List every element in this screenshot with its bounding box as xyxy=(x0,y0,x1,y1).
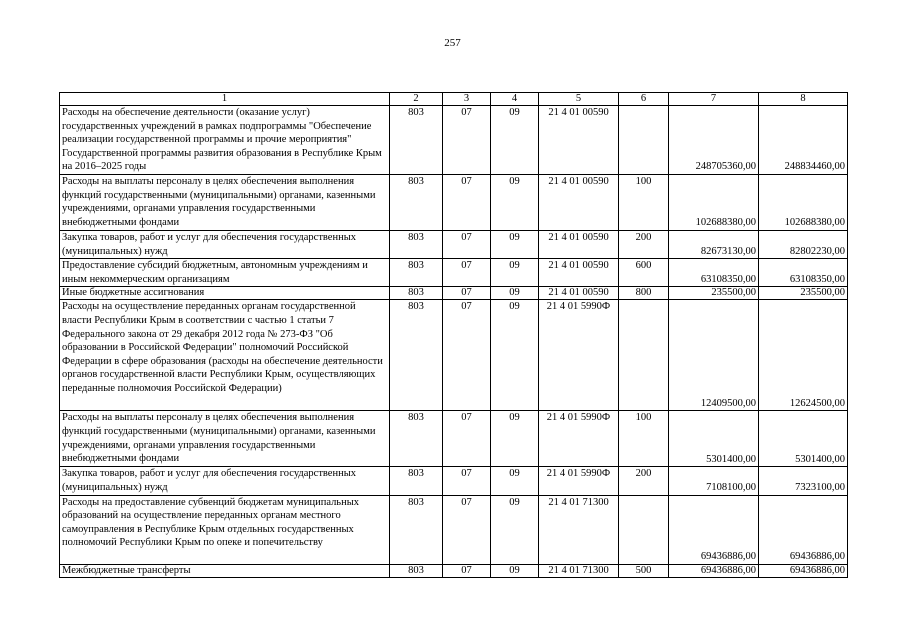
row-description: Закупка товаров, работ и услуг для обеспечения государственных (муниципальных) нужд xyxy=(60,231,390,259)
cell-col-2: 803 xyxy=(390,467,443,495)
column-header: 4 xyxy=(491,93,539,106)
cell-col-6 xyxy=(619,495,669,564)
cell-col-8: 69436886,00 xyxy=(759,564,848,577)
cell-col-5: 21 4 01 00590 xyxy=(539,259,619,287)
row-description: Расходы на выплаты персоналу в целях обеспечения выполнения функций государственными (муниципальными) органами, казенными учреждениями, органами управления государственными внебюджетными фондами xyxy=(60,175,390,231)
row-description: Межбюджетные трансферты xyxy=(60,564,390,577)
cell-col-4: 09 xyxy=(491,495,539,564)
row-description: Расходы на предоставление субвенций бюджетам муниципальных образований на осуществление переданных органам местного самоуправления в Республике Крым отдельных государственных полномочий Республики Крым по опеке и попечительству xyxy=(60,495,390,564)
cell-col-3: 07 xyxy=(443,106,491,175)
row-description: Иные бюджетные ассигнования xyxy=(60,287,390,300)
column-header: 6 xyxy=(619,93,669,106)
cell-col-8: 248834460,00 xyxy=(759,106,848,175)
cell-col-4: 09 xyxy=(491,106,539,175)
cell-col-8: 69436886,00 xyxy=(759,495,848,564)
cell-col-3: 07 xyxy=(443,259,491,287)
cell-col-3: 07 xyxy=(443,287,491,300)
cell-col-8: 235500,00 xyxy=(759,287,848,300)
cell-col-5: 21 4 01 71300 xyxy=(539,564,619,577)
cell-col-3: 07 xyxy=(443,564,491,577)
cell-col-5: 21 4 01 00590 xyxy=(539,287,619,300)
column-header: 8 xyxy=(759,93,848,106)
cell-col-8: 7323100,00 xyxy=(759,467,848,495)
cell-col-3: 07 xyxy=(443,411,491,467)
row-description: Закупка товаров, работ и услуг для обеспечения государственных (муниципальных) нужд xyxy=(60,467,390,495)
table-row xyxy=(60,231,848,259)
cell-col-2: 803 xyxy=(390,300,443,411)
cell-col-2: 803 xyxy=(390,411,443,467)
cell-col-8: 63108350,00 xyxy=(759,259,848,287)
row-description: Расходы на осуществление переданных органам государственной власти Республики Крым в соответствии с частью 1 статьи 7 Федерального закона от 29 декабря 2012 года № 273-ФЗ "Об образовании в Российской Федерации" полномочий Российской Федерации в сфере образования (расходы на обеспечение деятельности органов государственной власти Республики Крым, осуществляющих переданные полномочия Российской Федерации) xyxy=(60,300,390,411)
cell-col-3: 07 xyxy=(443,231,491,259)
cell-col-7: 248705360,00 xyxy=(669,106,759,175)
cell-col-5: 21 4 01 5990Ф xyxy=(539,300,619,411)
table-row xyxy=(60,175,848,231)
cell-col-4: 09 xyxy=(491,287,539,300)
budget-table xyxy=(59,92,848,578)
cell-col-2: 803 xyxy=(390,259,443,287)
column-header: 5 xyxy=(539,93,619,106)
row-description: Предоставление субсидий бюджетным, автономным учреждениям и иным некоммерческим организациям xyxy=(60,259,390,287)
header-row xyxy=(60,93,848,106)
cell-col-5: 21 4 01 00590 xyxy=(539,175,619,231)
cell-col-3: 07 xyxy=(443,495,491,564)
cell-col-7: 5301400,00 xyxy=(669,411,759,467)
cell-col-6: 600 xyxy=(619,259,669,287)
cell-col-4: 09 xyxy=(491,300,539,411)
cell-col-8: 5301400,00 xyxy=(759,411,848,467)
cell-col-4: 09 xyxy=(491,467,539,495)
cell-col-4: 09 xyxy=(491,564,539,577)
cell-col-6: 200 xyxy=(619,467,669,495)
column-header: 7 xyxy=(669,93,759,106)
cell-col-4: 09 xyxy=(491,411,539,467)
table-row xyxy=(60,467,848,495)
cell-col-5: 21 4 01 5990Ф xyxy=(539,467,619,495)
cell-col-5: 21 4 01 00590 xyxy=(539,106,619,175)
table-row xyxy=(60,564,848,577)
table-row xyxy=(60,287,848,300)
page-number: 257 xyxy=(444,37,461,49)
cell-col-2: 803 xyxy=(390,287,443,300)
cell-col-6: 800 xyxy=(619,287,669,300)
cell-col-4: 09 xyxy=(491,231,539,259)
cell-col-6 xyxy=(619,106,669,175)
table-row xyxy=(60,259,848,287)
cell-col-5: 21 4 01 5990Ф xyxy=(539,411,619,467)
cell-col-3: 07 xyxy=(443,300,491,411)
table-row xyxy=(60,106,848,175)
cell-col-7: 82673130,00 xyxy=(669,231,759,259)
cell-col-7: 69436886,00 xyxy=(669,564,759,577)
cell-col-2: 803 xyxy=(390,231,443,259)
cell-col-3: 07 xyxy=(443,175,491,231)
cell-col-3: 07 xyxy=(443,467,491,495)
cell-col-6 xyxy=(619,300,669,411)
cell-col-7: 235500,00 xyxy=(669,287,759,300)
table-row xyxy=(60,411,848,467)
cell-col-2: 803 xyxy=(390,175,443,231)
row-description: Расходы на обеспечение деятельности (оказание услуг) государственных учреждений в рамках подпрограммы "Обеспечение реализации государственной программы и прочие мероприятия" Государственной программы развития образования в Республике Крым на 2016–2025 годы xyxy=(60,106,390,175)
cell-col-2: 803 xyxy=(390,495,443,564)
cell-col-5: 21 4 01 00590 xyxy=(539,231,619,259)
cell-col-4: 09 xyxy=(491,175,539,231)
cell-col-7: 12409500,00 xyxy=(669,300,759,411)
table-row xyxy=(60,300,848,411)
table-row xyxy=(60,495,848,564)
cell-col-2: 803 xyxy=(390,106,443,175)
cell-col-7: 63108350,00 xyxy=(669,259,759,287)
cell-col-7: 102688380,00 xyxy=(669,175,759,231)
cell-col-6: 100 xyxy=(619,175,669,231)
column-header: 2 xyxy=(390,93,443,106)
cell-col-7: 7108100,00 xyxy=(669,467,759,495)
cell-col-6: 200 xyxy=(619,231,669,259)
cell-col-4: 09 xyxy=(491,259,539,287)
column-header: 3 xyxy=(443,93,491,106)
row-description: Расходы на выплаты персоналу в целях обеспечения выполнения функций государственными (муниципальными) органами, казенными учреждениями, органами управления государственными внебюджетными фондами xyxy=(60,411,390,467)
cell-col-7: 69436886,00 xyxy=(669,495,759,564)
column-header: 1 xyxy=(60,93,390,106)
cell-col-8: 82802230,00 xyxy=(759,231,848,259)
cell-col-6: 500 xyxy=(619,564,669,577)
cell-col-6: 100 xyxy=(619,411,669,467)
cell-col-8: 102688380,00 xyxy=(759,175,848,231)
cell-col-5: 21 4 01 71300 xyxy=(539,495,619,564)
cell-col-8: 12624500,00 xyxy=(759,300,848,411)
cell-col-2: 803 xyxy=(390,564,443,577)
